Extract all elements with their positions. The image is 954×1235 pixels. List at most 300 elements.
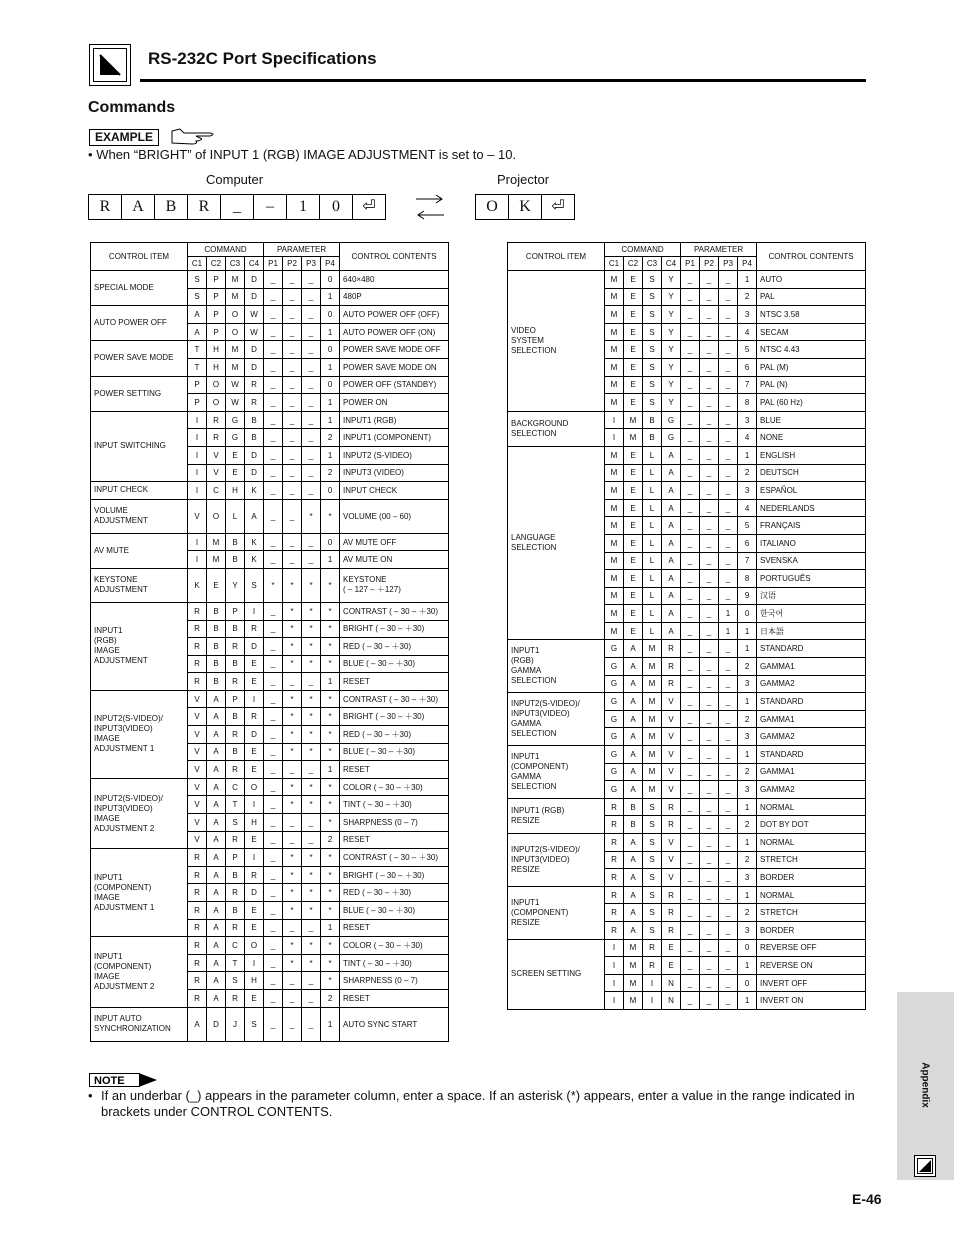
command-cell: _ [719, 957, 738, 975]
command-cell: * [302, 849, 321, 867]
command-cell: M [605, 323, 624, 341]
control-contents: REVERSE ON [757, 957, 866, 975]
command-cell: _ [719, 675, 738, 693]
control-contents: RESET [340, 989, 449, 1007]
control-item: LANGUAGE SELECTION [508, 446, 605, 640]
command-cell: 2 [321, 989, 340, 1007]
command-cell: * [283, 796, 302, 814]
command-cell: * [321, 866, 340, 884]
command-cell: A [207, 796, 226, 814]
command-cell: 1 [321, 394, 340, 412]
command-cell: V [662, 781, 681, 799]
command-cell: _ [681, 816, 700, 834]
command-cell: _ [681, 288, 700, 306]
command-cell: S [643, 323, 662, 341]
control-contents: KEYSTONE ( – 127 – ＋127) [340, 568, 449, 602]
command-cell: _ [700, 517, 719, 535]
command-cell: E [624, 517, 643, 535]
control-item: VIDEO SYSTEM SELECTION [508, 271, 605, 412]
control-item: INPUT CHECK [91, 482, 188, 500]
command-cell: M [605, 622, 624, 640]
command-char: R [89, 195, 122, 219]
command-cell: _ [264, 533, 283, 551]
command-cell: _ [719, 693, 738, 711]
command-cell: _ [681, 921, 700, 939]
command-cell: _ [283, 446, 302, 464]
command-cell: _ [700, 746, 719, 764]
command-cell: S [643, 834, 662, 852]
command-cell: M [605, 552, 624, 570]
command-cell: _ [681, 534, 700, 552]
command-cell: G [605, 693, 624, 711]
command-cell: R [605, 904, 624, 922]
command-cell: M [605, 288, 624, 306]
command-cell: _ [264, 761, 283, 779]
control-contents: RESET [340, 919, 449, 937]
command-cell: M [624, 411, 643, 429]
command-cell: B [207, 602, 226, 620]
command-cell: 1 [738, 622, 757, 640]
command-cell: _ [700, 552, 719, 570]
command-cell: _ [719, 728, 738, 746]
command-cell: 1 [321, 411, 340, 429]
command-cell: 1 [738, 886, 757, 904]
command-cell: _ [283, 358, 302, 376]
command-cell: _ [283, 394, 302, 412]
command-cell: I [605, 939, 624, 957]
command-cell: _ [264, 411, 283, 429]
control-contents: AUTO [757, 271, 866, 289]
control-contents: RED ( – 30 – ＋30) [340, 726, 449, 744]
command-cell: _ [681, 710, 700, 728]
command-cell: T [188, 358, 207, 376]
command-cell: R [662, 816, 681, 834]
command-cell: 1 [738, 693, 757, 711]
command-cell: _ [283, 919, 302, 937]
command-cell: _ [700, 816, 719, 834]
command-cell: E [226, 464, 245, 482]
command-cell: 2 [738, 288, 757, 306]
command-cell: E [624, 271, 643, 289]
command-cell: _ [700, 499, 719, 517]
control-item: KEYSTONE ADJUSTMENT [91, 568, 188, 602]
page-title: RS-232C Port Specifications [148, 49, 377, 68]
control-contents: GAMMA1 [757, 658, 866, 676]
page-number: E-46 [852, 1191, 882, 1207]
control-item: POWER SAVE MODE [91, 341, 188, 376]
control-contents: AV MUTE OFF [340, 533, 449, 551]
control-contents: 日本語 [757, 622, 866, 640]
command-char: 0 [320, 195, 353, 219]
command-cell: O [207, 394, 226, 412]
command-cell: _ [719, 869, 738, 887]
command-cell: 0 [321, 271, 340, 289]
command-cell: O [245, 937, 264, 955]
control-contents: BRIGHT ( – 30 – ＋30) [340, 866, 449, 884]
command-cell: 1 [738, 640, 757, 658]
command-cell: R [188, 655, 207, 673]
header-command: COMMAND [605, 243, 681, 257]
command-cell: S [643, 376, 662, 394]
command-cell: _ [264, 464, 283, 482]
command-cell: B [643, 429, 662, 447]
command-cell: E [624, 306, 643, 324]
command-cell: R [245, 376, 264, 394]
command-cell: * [302, 726, 321, 744]
command-cell: E [624, 622, 643, 640]
command-cell: D [245, 271, 264, 289]
control-contents: ESPAÑOL [757, 482, 866, 500]
command-cell: B [245, 429, 264, 447]
command-cell: _ [681, 358, 700, 376]
command-cell: E [624, 323, 643, 341]
command-cell: _ [700, 341, 719, 359]
control-contents: BRIGHT ( – 30 – ＋30) [340, 620, 449, 638]
command-cell: H [207, 341, 226, 359]
control-contents: VOLUME (00 – 60) [340, 499, 449, 533]
command-cell: _ [264, 376, 283, 394]
command-cell: R [662, 921, 681, 939]
transfer-arrows-icon [414, 194, 446, 220]
command-cell: A [624, 851, 643, 869]
command-cell: R [605, 886, 624, 904]
command-cell: _ [681, 851, 700, 869]
command-cell: _ [700, 605, 719, 623]
command-cell: M [605, 394, 624, 412]
response-char: K [509, 195, 542, 219]
command-cell: _ [719, 851, 738, 869]
command-cell: C [226, 778, 245, 796]
control-contents: AUTO POWER OFF (OFF) [340, 306, 449, 324]
command-cell: _ [719, 587, 738, 605]
command-cell: M [624, 974, 643, 992]
command-cell: S [643, 851, 662, 869]
control-contents: NORMAL [757, 834, 866, 852]
table-row [91, 499, 449, 533]
control-contents: SHARPNESS (0 – 7) [340, 814, 449, 832]
command-cell: E [245, 655, 264, 673]
command-cell: _ [700, 306, 719, 324]
return-key-icon: ⏎ [551, 198, 565, 215]
command-cell: A [662, 517, 681, 535]
command-cell: Y [662, 358, 681, 376]
command-cell: * [321, 954, 340, 972]
command-cell: * [283, 778, 302, 796]
command-cell: S [643, 358, 662, 376]
command-cell: _ [264, 954, 283, 972]
command-cell: _ [264, 972, 283, 990]
command-cell: A [624, 921, 643, 939]
command-cell: R [188, 972, 207, 990]
command-cell: A [207, 778, 226, 796]
command-cell: C [207, 482, 226, 500]
command-cell: I [245, 796, 264, 814]
command-cell: V [188, 796, 207, 814]
command-cell: 2 [321, 429, 340, 447]
command-cell: _ [264, 690, 283, 708]
command-cell: * [302, 638, 321, 656]
command-cell: 1 [321, 761, 340, 779]
control-contents: TINT ( – 30 – ＋30) [340, 954, 449, 972]
command-cell: _ [700, 640, 719, 658]
command-cell: O [245, 778, 264, 796]
control-contents: BLUE ( – 30 – ＋30) [340, 902, 449, 920]
header-col: C2 [207, 257, 226, 271]
command-char: 1 [287, 195, 320, 219]
control-contents: RESET [340, 831, 449, 849]
command-cell: D [245, 726, 264, 744]
command-cell: * [302, 602, 321, 620]
command-cell: R [662, 640, 681, 658]
command-cell: 2 [738, 851, 757, 869]
command-cell: Y [662, 271, 681, 289]
command-cell: * [283, 902, 302, 920]
command-cell: 3 [738, 675, 757, 693]
command-cell: _ [681, 323, 700, 341]
command-cell: S [643, 921, 662, 939]
command-cell: _ [700, 992, 719, 1010]
command-cell: R [207, 411, 226, 429]
pointing-hand-icon [170, 125, 218, 147]
command-cell: _ [700, 482, 719, 500]
command-cell: B [624, 798, 643, 816]
header-col: P1 [681, 257, 700, 271]
control-contents: 480P [340, 288, 449, 306]
command-cell: A [624, 675, 643, 693]
command-cell: _ [681, 675, 700, 693]
control-item: INPUT AUTO SYNCHRONIZATION [91, 1007, 188, 1041]
command-cell: L [643, 499, 662, 517]
command-cell: _ [681, 693, 700, 711]
command-cell: 3 [738, 921, 757, 939]
command-cell: D [245, 288, 264, 306]
command-cell: L [643, 482, 662, 500]
command-cell: A [624, 746, 643, 764]
control-item: INPUT1 (COMPONENT) IMAGE ADJUSTMENT 2 [91, 937, 188, 1007]
header-col: C1 [188, 257, 207, 271]
command-cell: G [605, 728, 624, 746]
table-row [91, 937, 449, 955]
control-contents: RESET [340, 761, 449, 779]
command-cell: 2 [321, 464, 340, 482]
control-contents: INVERT ON [757, 992, 866, 1010]
command-cell: S [226, 814, 245, 832]
command-cell: _ [283, 376, 302, 394]
command-cell: S [643, 341, 662, 359]
header-col: P3 [302, 257, 321, 271]
command-cell: A [662, 622, 681, 640]
control-item: INPUT1 (COMPONENT) IMAGE ADJUSTMENT 1 [91, 849, 188, 937]
table-row [91, 602, 449, 620]
command-cell: 1 [321, 919, 340, 937]
command-cell: * [264, 568, 283, 602]
command-cell: _ [264, 271, 283, 289]
command-cell: _ [700, 271, 719, 289]
command-cell: I [643, 974, 662, 992]
command-cell: _ [302, 341, 321, 359]
command-cell: S [643, 306, 662, 324]
computer-label: Computer [206, 172, 264, 187]
command-cell: _ [719, 710, 738, 728]
command-cell: 3 [738, 306, 757, 324]
table-row [91, 341, 449, 359]
command-cell: _ [681, 341, 700, 359]
command-cell: E [624, 552, 643, 570]
command-cell: _ [302, 358, 321, 376]
command-cell: 1 [321, 1007, 340, 1041]
command-cell: _ [302, 551, 321, 569]
command-cell: L [643, 552, 662, 570]
command-cell: V [188, 726, 207, 744]
command-cell: P [207, 288, 226, 306]
table-row [91, 482, 449, 500]
command-cell: _ [264, 831, 283, 849]
command-cell: _ [264, 482, 283, 500]
command-cell: _ [700, 957, 719, 975]
command-cell: 2 [738, 904, 757, 922]
command-cell: B [226, 620, 245, 638]
control-contents: AUTO POWER OFF (ON) [340, 323, 449, 341]
command-cell: _ [719, 482, 738, 500]
command-cell: E [624, 394, 643, 412]
command-cell: T [226, 796, 245, 814]
command-cell: P [207, 306, 226, 324]
command-cell: _ [302, 306, 321, 324]
command-cell: V [188, 499, 207, 533]
command-cell: * [321, 708, 340, 726]
command-cell: E [245, 743, 264, 761]
command-cell: A [624, 763, 643, 781]
command-cell: M [624, 429, 643, 447]
command-cell: M [226, 341, 245, 359]
control-item: INPUT1 (COMPONENT) RESIZE [508, 886, 605, 939]
command-cell: I [188, 464, 207, 482]
command-cell: R [226, 884, 245, 902]
command-cell: _ [700, 693, 719, 711]
command-cell: _ [264, 288, 283, 306]
command-cell: _ [700, 798, 719, 816]
command-cell: _ [681, 939, 700, 957]
command-cell: R [188, 866, 207, 884]
control-contents: POWER SAVE MODE ON [340, 358, 449, 376]
command-cell: A [207, 972, 226, 990]
table-row [91, 849, 449, 867]
command-cell: * [321, 690, 340, 708]
return-key-icon: ⏎ [362, 198, 376, 215]
command-cell: R [245, 620, 264, 638]
command-cell: _ [283, 429, 302, 447]
command-cell: M [643, 693, 662, 711]
control-contents: RED ( – 30 – ＋30) [340, 884, 449, 902]
control-contents: INPUT CHECK [340, 482, 449, 500]
command-cell: _ [264, 884, 283, 902]
control-contents: NORMAL [757, 886, 866, 904]
control-item: VOLUME ADJUSTMENT [91, 499, 188, 533]
command-cell: * [283, 884, 302, 902]
command-cell: E [662, 957, 681, 975]
command-cell: R [188, 638, 207, 656]
command-cell: E [245, 831, 264, 849]
command-cell: _ [681, 658, 700, 676]
command-cell: R [662, 658, 681, 676]
control-contents: STRETCH [757, 904, 866, 922]
command-cell: A [207, 849, 226, 867]
command-cell: V [188, 831, 207, 849]
command-cell: * [283, 954, 302, 972]
command-cell: R [188, 602, 207, 620]
header-parameter: PARAMETER [264, 243, 340, 257]
control-item: SPECIAL MODE [91, 271, 188, 306]
command-cell: 5 [738, 517, 757, 535]
command-cell: * [302, 902, 321, 920]
command-cell: _ [302, 831, 321, 849]
control-item: INPUT2(S-VIDEO)/ INPUT3(VIDEO) IMAGE ADJUSTMENT 1 [91, 690, 188, 778]
command-cell: _ [719, 464, 738, 482]
command-cell: * [302, 937, 321, 955]
command-cell: _ [283, 551, 302, 569]
command-cell: _ [719, 570, 738, 588]
command-cell: _ [681, 605, 700, 623]
command-cell: A [624, 658, 643, 676]
command-cell: I [605, 957, 624, 975]
command-cell: R [245, 394, 264, 412]
command-cell: E [624, 534, 643, 552]
command-cell: P [226, 602, 245, 620]
command-cell: 1 [321, 288, 340, 306]
command-cell: _ [283, 989, 302, 1007]
command-cell: * [302, 866, 321, 884]
command-cell: I [605, 974, 624, 992]
command-cell: _ [302, 271, 321, 289]
header-col: C1 [605, 257, 624, 271]
command-cell: S [245, 568, 264, 602]
command-cell: _ [700, 658, 719, 676]
command-cell: * [321, 743, 340, 761]
command-cell: * [321, 726, 340, 744]
appendix-label: Appendix [919, 1062, 931, 1108]
command-cell: I [188, 411, 207, 429]
command-cell: E [624, 570, 643, 588]
table-row [508, 746, 866, 764]
command-cell: _ [264, 902, 283, 920]
command-cell: M [624, 992, 643, 1010]
command-cell: V [662, 869, 681, 887]
command-cell: I [245, 602, 264, 620]
command-cell: _ [719, 446, 738, 464]
command-cell: N [662, 992, 681, 1010]
command-cell: B [226, 708, 245, 726]
control-item: INPUT2(S-VIDEO)/ INPUT3(VIDEO) RESIZE [508, 834, 605, 887]
command-cell: _ [302, 411, 321, 429]
command-cell: _ [700, 376, 719, 394]
command-cell: M [605, 358, 624, 376]
command-cell: J [226, 1007, 245, 1041]
command-cell: R [188, 884, 207, 902]
control-item: AV MUTE [91, 533, 188, 568]
command-cell: N [662, 974, 681, 992]
command-cell: _ [283, 271, 302, 289]
command-cell: _ [719, 992, 738, 1010]
command-cell: _ [719, 394, 738, 412]
header-col: P2 [700, 257, 719, 271]
command-cell: 1 [321, 446, 340, 464]
command-cell: 9 [738, 587, 757, 605]
command-cell: B [207, 655, 226, 673]
command-cell: A [207, 902, 226, 920]
control-contents: GAMMA1 [757, 763, 866, 781]
command-cell: M [624, 939, 643, 957]
command-cell: * [302, 568, 321, 602]
